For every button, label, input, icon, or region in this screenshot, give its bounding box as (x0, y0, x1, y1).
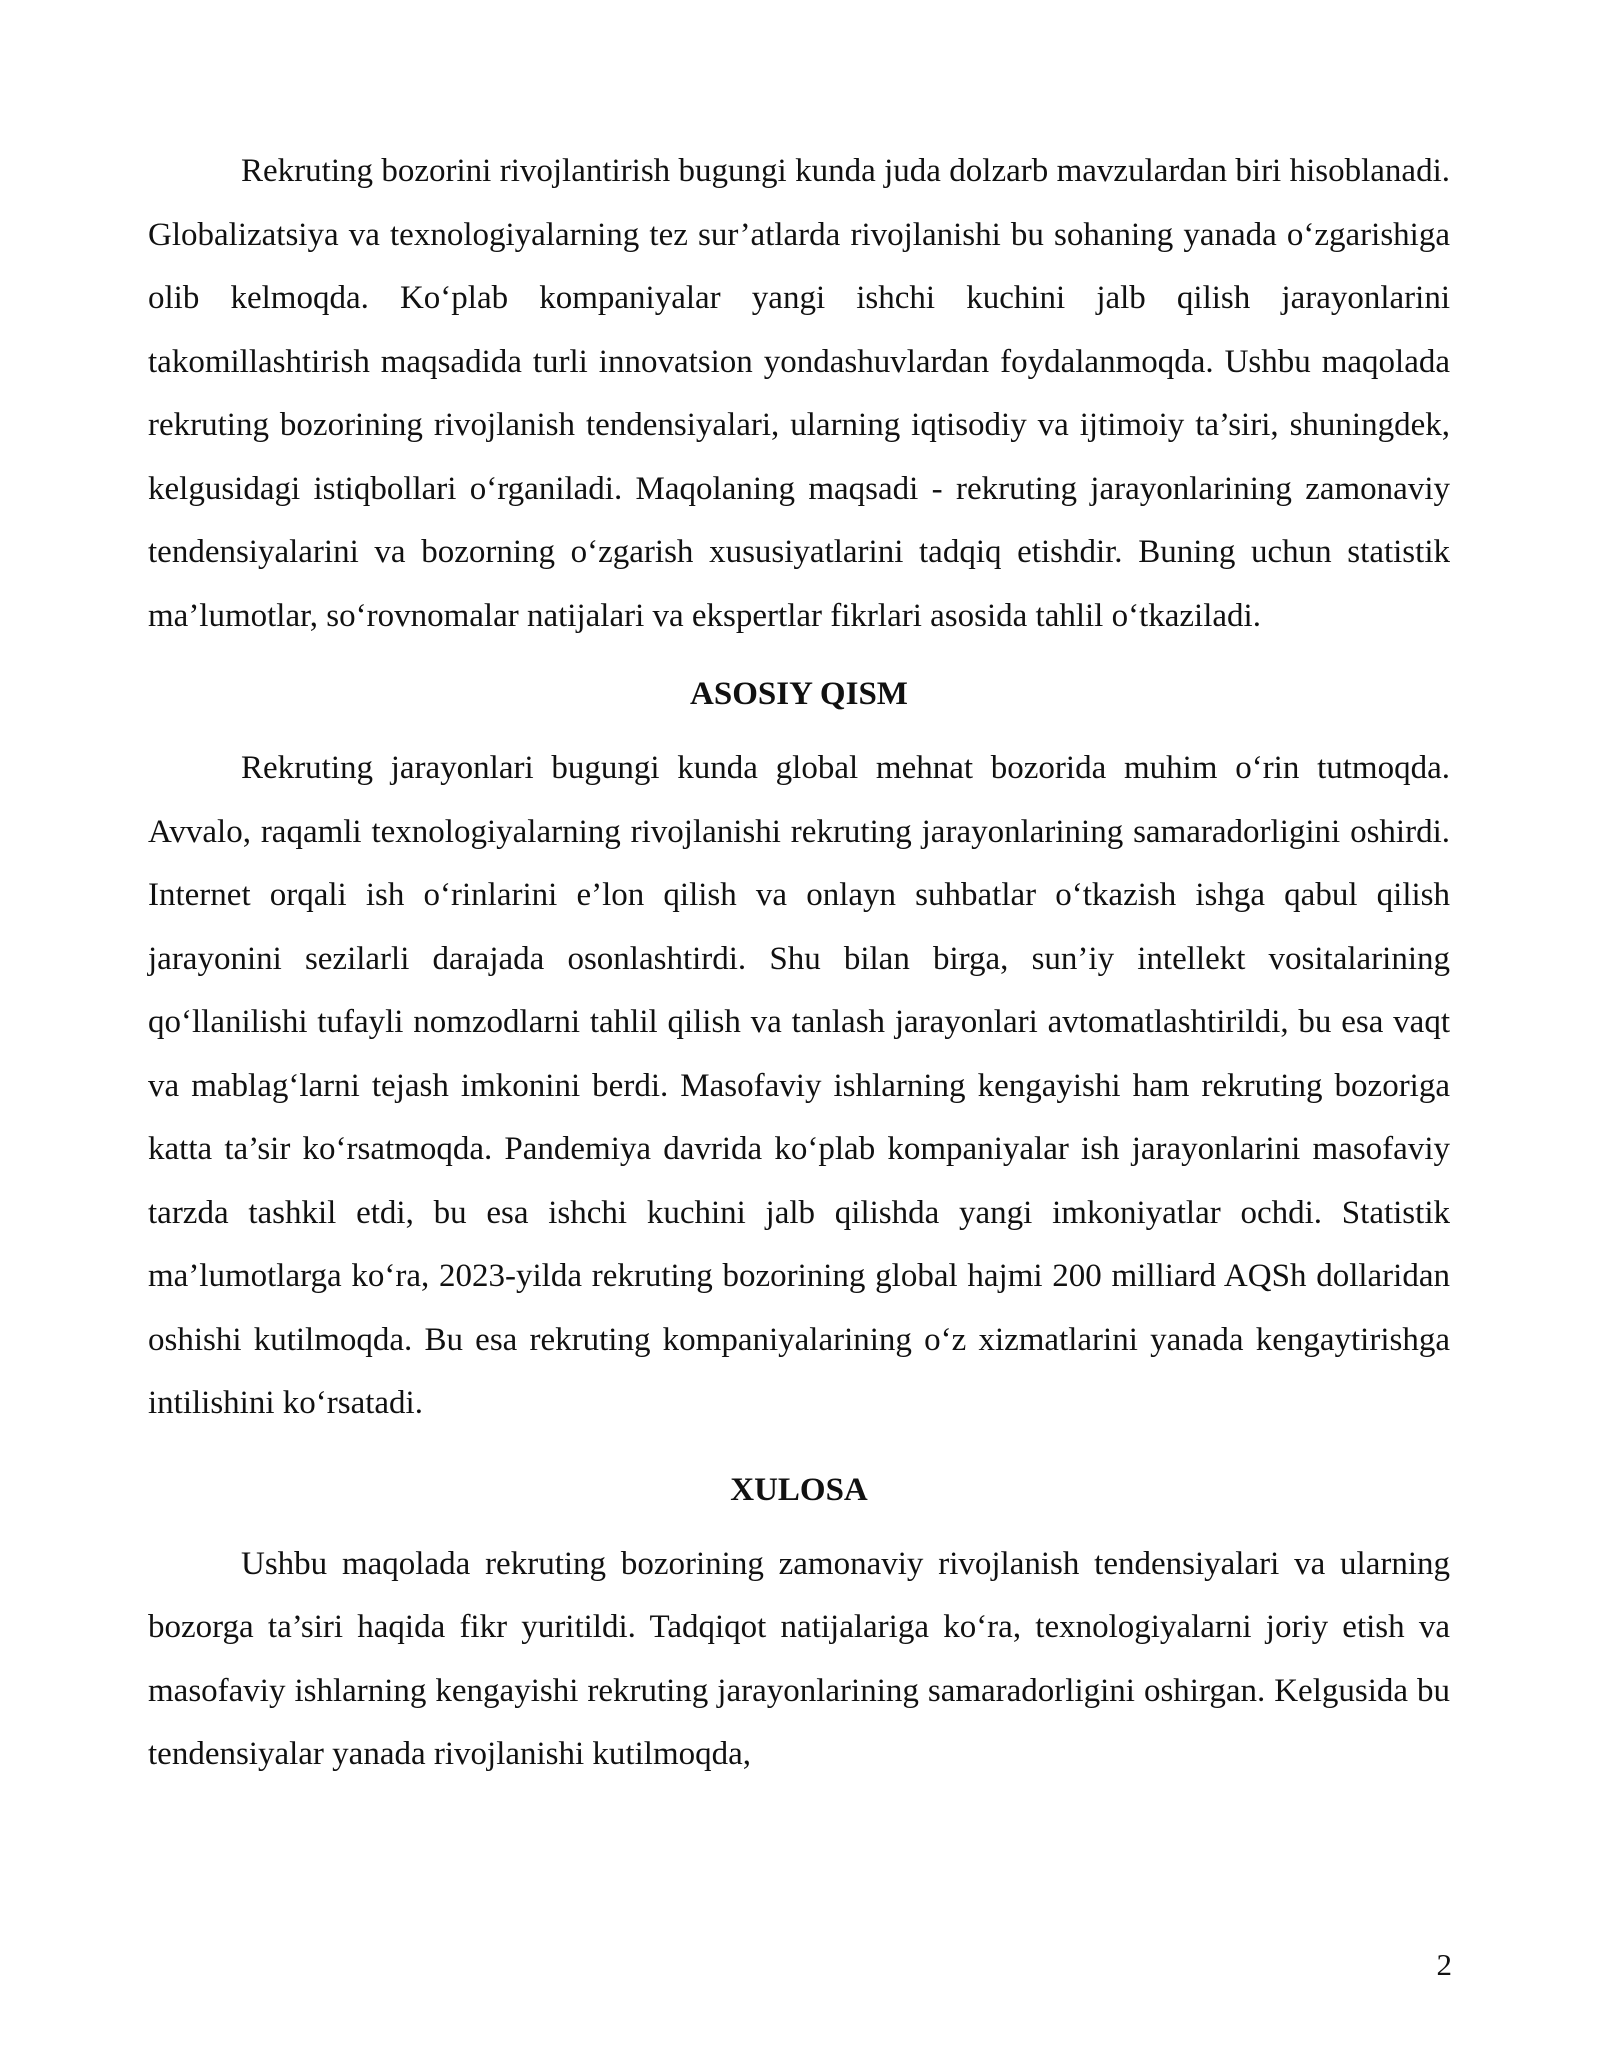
main-paragraph: Rekruting jarayonlari bugungi kunda global mehnat bozorida muhim o‘rin tutmoqda. Avvalo, raqamli texnologiyalarning rivojlanishi rekruting jarayonlarining samaradorligini oshirdi. Internet orqali ish o‘rinlarini e’lon qilish va onlayn suhbatlar o‘tkazish ishga qabul qilish jarayonini sezilarli darajada osonlashtirdi. Shu bilan birga, sun’iy intellekt vositalarining qo‘llanilishi tufayli nomzodlarni tahlil qilish va tanlash jarayonlari avtomatlashtirildi, bu esa vaqt va mablag‘larni tejash imkonini berdi. Masofaviy ishlarning kengayishi ham rekruting bozoriga katta ta’sir ko‘rsatmoqda. Pandemiya davrida ko‘plab kompaniyalar ish jarayonlarini masofaviy tarzda tashkil etdi, bu esa ishchi kuchini jalb qilishda yangi imkoniyatlar ochdi. Statistik ma’lumotlarga ko‘ra, 2023-yilda rekruting bozorining global hajmi 200 milliard AQSh dollaridan oshishi kutilmoqda. Bu esa rekruting kompaniyalarining o‘z xizmatlarini yanada kengaytirishga intilishini ko‘rsatadi. (148, 750, 1450, 1421)
page-number: 2 (1436, 1947, 1452, 1982)
document-page (148, 140, 1450, 1787)
section-heading-main: ASOSIY QISM (690, 676, 908, 712)
intro-paragraph: Rekruting bozorini rivojlantirish bugungi kunda juda dolzarb mavzulardan biri hisoblanadi. Globalizatsiya va texnologiyalarning tez sur’atlarda rivojlanishi bu sohaning yanada o‘zgarishiga olib kelmoqda. Ko‘plab kompaniyalar yangi ishchi kuchini jalb qilish jarayonlarini takomillashtirish maqsadida turli innovatsion yondashuvlardan foydalanmoqda. Ushbu maqolada rekruting bozorining rivojlanish tendensiyalari, ularning iqtisodiy va ijtimoiy ta’siri, shuningdek, kelgusidagi istiqbollari o‘rganiladi. Maqolaning maqsadi - rekruting jarayonlarining zamonaviy tendensiyalarini va bozorning o‘zgarish xususiyatlarini tadqiq etishdir. Buning uchun statistik ma’lumotlar, so‘rovnomalar natijalari va ekspertlar fikrlari asosida tahlil o‘tkaziladi. (148, 153, 1450, 634)
section-heading-conclusion: XULOSA (730, 1471, 868, 1508)
conclusion-paragraph: Ushbu maqolada rekruting bozorining zamonaviy rivojlanish tendensiyalari va ularning bozorga ta’siri haqida fikr yuritildi. Tadqiqot natijalariga ko‘ra, texnologiyalarni joriy etish va masofaviy ishlarning kengayishi rekruting jarayonlarining samaradorligini oshirgan. Kelgusida bu tendensiyalar yanada rivojlanishi kutilmoqda, (148, 1545, 1450, 1772)
